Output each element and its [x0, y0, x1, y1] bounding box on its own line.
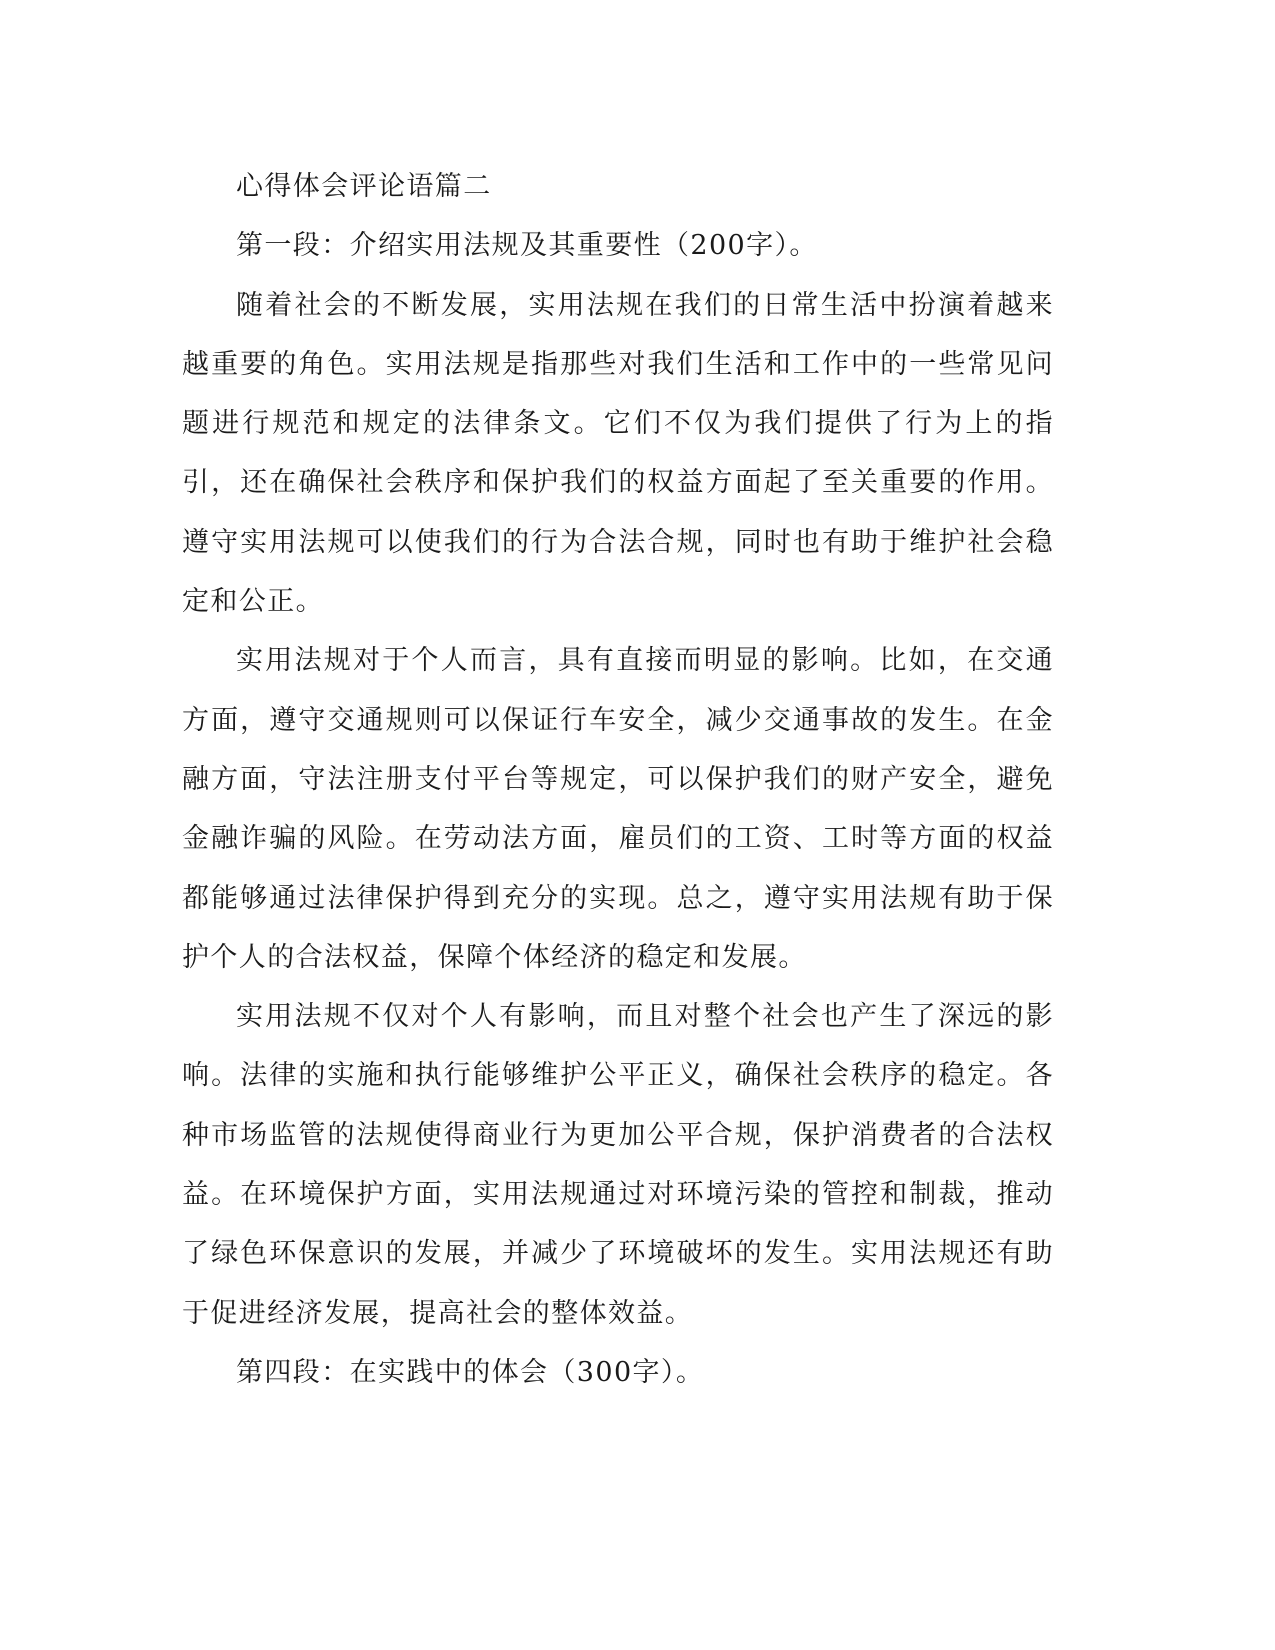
- body-paragraph-1: 随着社会的不断发展，实用法规在我们的日常生活中扮演着越来越重要的角色。实用法规是指那些对我们生活和工作中的一些常见问题进行规范和规定的法律条文。它们不仅为我们提供了行为上的指引，还在确保社会秩序和保护我们的权益方面起了至关重要的作用。遵守实用法规可以使我们的行为合法合规，同时也有助于维护社会稳定和公正。: [182, 289, 1054, 618]
- document-body: [182, 157, 1054, 1402]
- body-paragraph-2: 实用法规对于个人而言，具有直接而明显的影响。比如，在交通方面，遵守交通规则可以保证行车安全，减少交通事故的发生。在金融方面，守法注册支付平台等规定，可以保护我们的财产安全，避免金融诈骗的风险。在劳动法方面，雇员们的工资、工时等方面的权益都能够通过法律保护得到充分的实现。总之，遵守实用法规有助于保护个人的合法权益，保障个体经济的稳定和发展。: [182, 645, 1054, 973]
- document-title: 心得体会评论语篇二: [236, 171, 492, 202]
- body-paragraph-3: 实用法规不仅对个人有影响，而且对整个社会也产生了深远的影响。法律的实施和执行能够维护公平正义，确保社会秩序的稳定。各种市场监管的法规使得商业行为更加公平合规，保护消费者的合法权益。在环境保护方面，实用法规通过对环境污染的管控和制裁，推动了绿色环保意识的发展，并减少了环境破坏的发生。实用法规还有助于促进经济发展，提高社会的整体效益。: [182, 1001, 1054, 1329]
- section-heading-4: 第四段：在实践中的体会（300字）。: [236, 1356, 705, 1388]
- section-heading-1: 第一段：介绍实用法规及其重要性（200字）。: [236, 230, 818, 262]
